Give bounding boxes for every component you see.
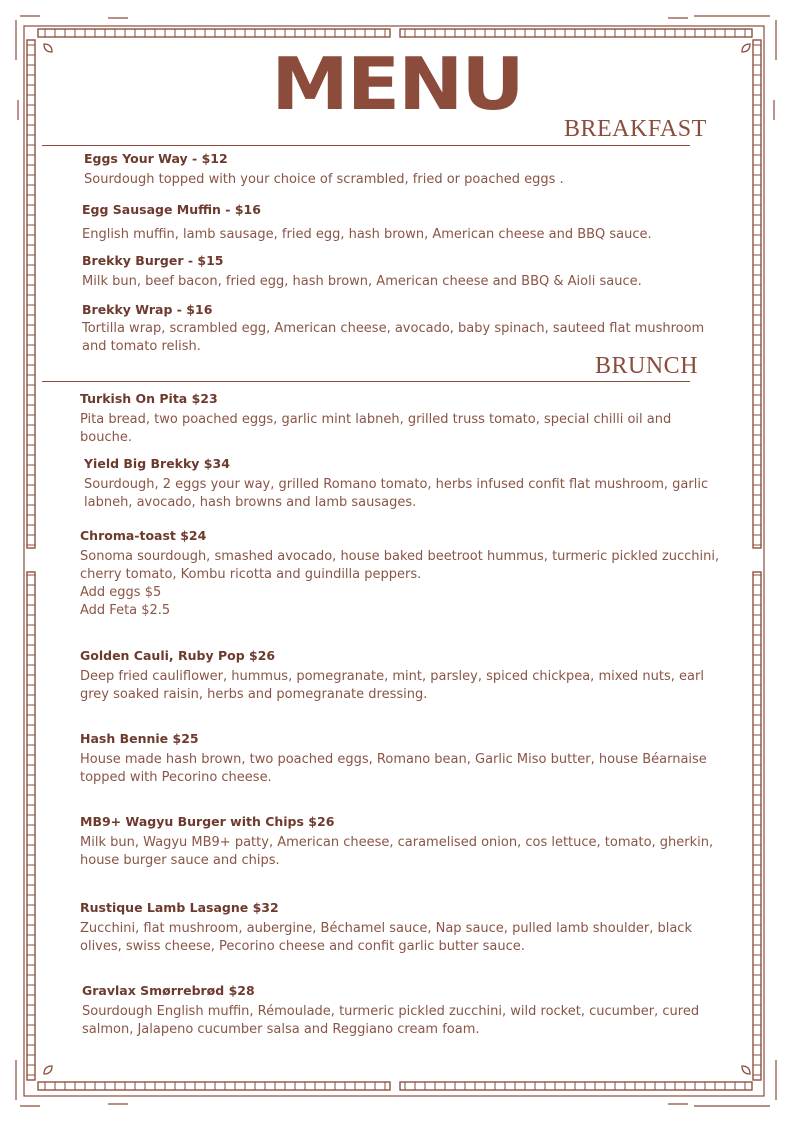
section-title-breakfast: BREAKFAST [564,116,707,142]
menu-item [80,648,720,704]
item-name: Turkish On Pita $23 [80,391,218,406]
item-description: Pita bread, two poached eggs, garlic mint labneh, grilled truss tomato, special chilli oil and bouche. [80,412,672,445]
menu-item [84,456,724,512]
item-addon: Add Feta $2.5 [80,603,171,618]
item-name: Brekky Wrap - $16 [82,302,213,317]
item-name: Rustique Lamb Lasagne $32 [80,900,279,915]
item-name: MB9+ Wagyu Burger with Chips $26 [80,814,335,829]
item-description: Sourdough English muffin, Rémoulade, turmeric pickled zucchini, wild rocket, cucumber, cured salmon, Jalapeno cucumber salsa and Reggiano cream foam. [82,1004,700,1037]
menu-item [84,151,724,189]
item-name: Gravlax Smørrebrød $28 [82,983,255,998]
item-description: Zucchini, flat mushroom, aubergine, Béchamel sauce, Nap sauce, pulled lamb shoulder, black olives, swiss cheese, Pecorino cheese and confit garlic butter sauce. [80,921,692,954]
menu-item [82,253,722,291]
menu-item [80,528,730,620]
menu-item [80,900,720,956]
item-description: House made hash brown, two poached eggs, Romano bean, Garlic Miso butter, house Béarnaise topped with Pecorino cheese. [80,752,707,785]
menu-item [82,202,722,244]
item-description: English muffin, lamb sausage, fried egg, hash brown, American cheese and BBQ sauce. [82,227,652,242]
section-title-brunch: BRUNCH [595,353,699,379]
item-name: Hash Bennie $25 [80,731,199,746]
item-description: Milk bun, Wagyu MB9+ patty, American cheese, caramelised onion, cos lettuce, tomato, gherkin, house burger sauce and chips. [80,835,714,868]
item-name: Eggs Your Way - $12 [84,151,228,166]
menu-item [82,983,722,1039]
item-name: Golden Cauli, Ruby Pop $26 [80,648,276,663]
menu-title: MENU [271,43,523,127]
item-name: Yield Big Brekky $34 [84,456,230,471]
item-description: Milk bun, beef bacon, fried egg, hash brown, American cheese and BBQ & Aioli sauce. [82,274,642,289]
item-description: Sonoma sourdough, smashed avocado, house baked beetroot hummus, turmeric pickled zucchini, cherry tomato, Kombu ricotta and guindilla peppers. [80,549,720,582]
item-description: Tortilla wrap, scrambled egg, American cheese, avocado, baby spinach, sauteed flat mushroom and tomato relish. [82,321,705,354]
item-description: Sourdough, 2 eggs your way, grilled Romano tomato, herbs infused confit flat mushroom, garlic labneh, avocado, hash browns and lamb sausages. [84,477,709,510]
menu-item [80,391,720,447]
item-name: Chroma-toast $24 [80,528,207,543]
menu-item [82,302,722,356]
item-description: Sourdough topped with your choice of scrambled, fried or poached eggs . [84,172,564,187]
item-description: Deep fried cauliflower, hummus, pomegranate, mint, parsley, spiced chickpea, mixed nuts, earl grey soaked raisin, herbs and pomegranate dressing. [80,669,704,702]
item-addon: Add eggs $5 [80,585,162,600]
item-name: Egg Sausage Muffin - $16 [82,202,261,217]
item-name: Brekky Burger - $15 [82,253,224,268]
menu-item [80,731,720,787]
menu-item [80,814,720,870]
